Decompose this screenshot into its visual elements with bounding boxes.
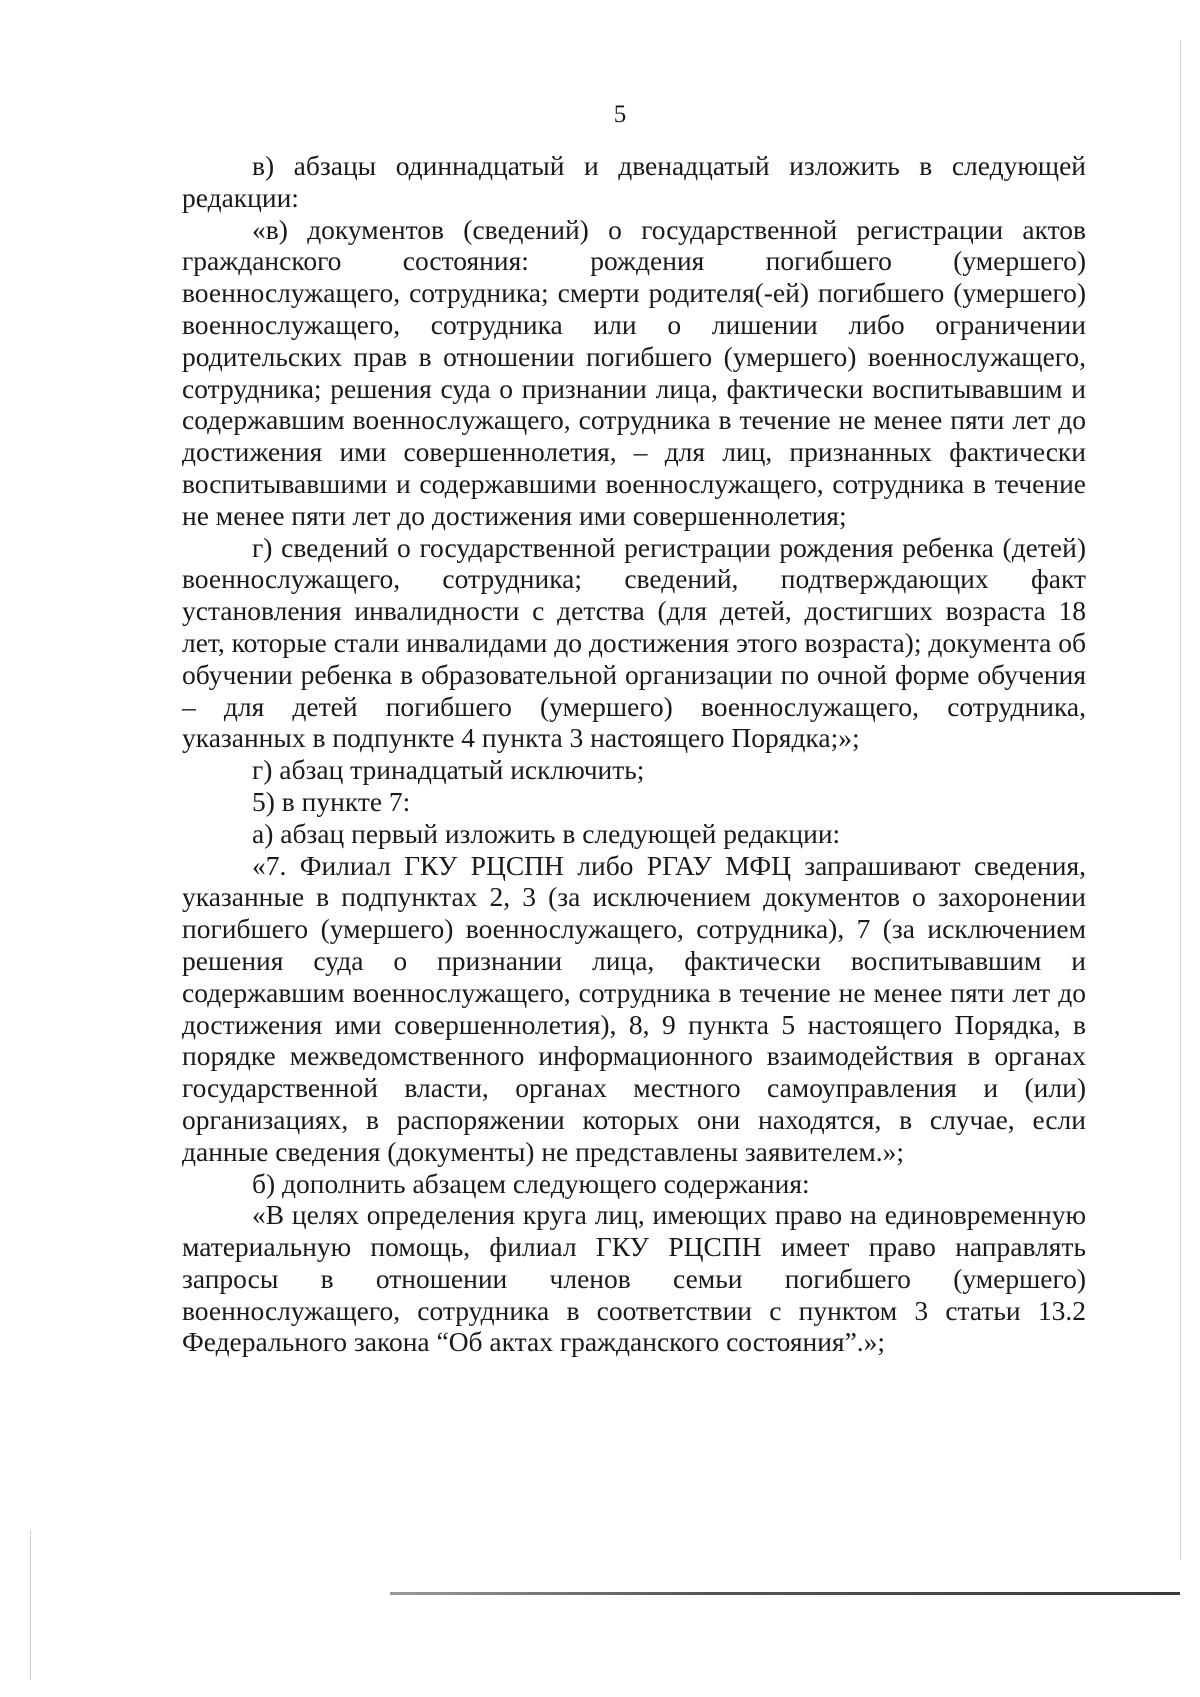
document-body [182, 150, 1086, 1358]
paragraph-civil-status-documents: «в) документов (сведений) о государственной регистрации актов гражданского состояния: рождения погибшего (умершего) военнослужащего, сотрудника; смерти родителя(-ей) погибшего (умершего) военнослужащего, сотрудника или о лишении либо ограничении родительских прав в отношении погибшего (умершего) военнослужащего, сотрудника; решения суда о признании лица, фактически воспитывавшим и содержавшим военнослужащего, сотрудника в течение не менее пяти лет до достижения ими совершеннолетия, – для лиц, признанных фактически воспитывавшими и содержавшими военнослужащего, сотрудника в течение не менее пяти лет до достижения ими совершеннолетия; [182, 213, 1086, 531]
page-number: 5 [613, 101, 627, 128]
paragraph-amendment-v: в) абзацы одиннадцатый и двенадцатый изложить в следующей редакции: [182, 150, 1086, 213]
paragraph-point-7-heading: 5) в пункте 7: [252, 785, 411, 817]
scan-edge-line-right [1180, 40, 1181, 1560]
scan-bottom-line [390, 1592, 1180, 1595]
paragraph-requests-family-members: «В целях определения круга лиц, имеющих право на единовременную материальную помощь, филиал ГКУ РЦСПН имеет право направлять запросы в отношении членов семьи погибшего (умершего) военнослужащего, сотрудника в соответствии с пунктом 3 статьи 13.2 Федерального закона “Об актах гражданского состояния”.»; [182, 1199, 1086, 1358]
scan-edge-line-left [30, 1530, 31, 1680]
paragraph-point-7-text: «7. Филиал ГКУ РЦСПН либо РГАУ МФЦ запрашивают сведения, указанные в подпунктах 2, 3 (за исключением документов о захоронении погибшего (умершего) военнослужащего, сотрудника), 7 (за исключением решения суда о признании лица, фактически воспитывавшим и содержавшим военнослужащего, сотрудника в течение не менее пяти лет до достижения ими совершеннолетия), 8, 9 пункта 5 настоящего Порядка, в порядке межведомственного информационного взаимодействия в органах государственной власти, органах местного самоуправления и (или) организациях, в распоряжении которых они находятся, в случае, если данные сведения (документы) не представлены заявителем.»; [182, 849, 1086, 1167]
paragraph-exclude-thirteenth: г) абзац тринадцатый исключить; [252, 754, 645, 786]
paragraph-child-registration-info: г) сведений о государственной регистрации рождения ребенка (детей) военнослужащего, сотрудника; сведений, подтверждающих факт установления инвалидности с детства (для детей, достигших возраста 18 лет, которые стали инвалидами до достижения этого возраста); документа об обучении ребенка в образовательной организации по очной форме обучения – для детей погибшего (умершего) военнослужащего, сотрудника, указанных в подпункте 4 пункта 3 настоящего Порядка;»; [182, 531, 1086, 754]
paragraph-first-abzac-revision: а) абзац первый изложить в следующей редакции: [252, 817, 841, 849]
paragraph-add-abzac: б) дополнить абзацем следующего содержания: [252, 1167, 810, 1199]
